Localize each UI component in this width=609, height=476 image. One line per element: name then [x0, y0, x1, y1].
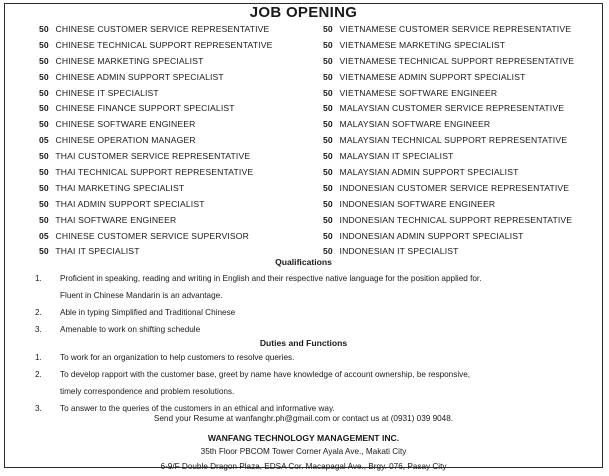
list-item: [35, 366, 595, 400]
position-item: [323, 54, 574, 70]
position-item: [39, 197, 272, 213]
position-title: CHINESE CUSTOMER SERVICE SUPERVISOR: [55, 230, 249, 241]
duties-heading: Duties and Functions: [259, 338, 348, 348]
list-item-line: timely correspondence and problem resolutions.: [60, 387, 235, 396]
position-count: 50: [323, 182, 333, 193]
position-count: 50: [39, 39, 49, 50]
position-count: 50: [39, 103, 49, 114]
position-title: THAI TECHNICAL SUPPORT REPRESENTATIVE: [55, 167, 254, 178]
position-item: [39, 165, 272, 181]
position-title: VIETNAMESE CUSTOMER SERVICE REPRESENTATIVE: [339, 24, 572, 34]
position-count: 50: [323, 246, 333, 257]
list-item-text: [35, 270, 595, 304]
position-title: INDONESIAN CUSTOMER SERVICE REPRESENTATIVE: [339, 182, 570, 193]
position-count: 50: [39, 119, 49, 130]
position-title: THAI MARKETING SPECIALIST: [55, 182, 185, 193]
company-address-2: 6-9/F Double Dragon Plaza, EDSA Cor. Macapagal Ave., Brgy. 076, Pasay City: [160, 462, 447, 471]
position-item: [323, 38, 574, 54]
position-count: 50: [39, 214, 49, 225]
list-item: [35, 304, 595, 321]
position-title: THAI IT SPECIALIST: [55, 246, 140, 257]
position-item: [39, 229, 272, 245]
position-count: 05: [39, 135, 49, 146]
position-item: [39, 149, 272, 165]
list-item-line: Amenable to work on shifting schedule: [60, 325, 201, 334]
position-count: 50: [323, 119, 333, 130]
position-item: [323, 181, 574, 197]
position-count: 50: [323, 167, 333, 178]
company-address-1: 35th Floor PBCOM Tower Corner Ayala Ave., Makati City: [200, 447, 407, 456]
positions-left-column: [39, 22, 272, 260]
position-count: 05: [39, 230, 49, 241]
position-title: VIETNAMESE TECHNICAL SUPPORT REPRESENTATIVE: [339, 55, 575, 66]
position-title: THAI ADMIN SUPPORT SPECIALIST: [55, 198, 205, 209]
list-item-line: To develop rapport with the customer base, greet by name have knowledge of account ownership, be responsive,: [60, 370, 471, 379]
position-item: [323, 22, 574, 38]
position-count: 50: [39, 246, 49, 257]
position-item: [39, 86, 272, 102]
position-title: CHINESE SOFTWARE ENGINEER: [55, 119, 196, 130]
position-title: INDONESIAN IT SPECIALIST: [339, 246, 459, 257]
list-item-text: [35, 349, 595, 366]
position-item: [323, 117, 574, 133]
position-count: 50: [323, 198, 333, 209]
list-item-number: 2.: [35, 308, 42, 317]
position-title: CHINESE ADMIN SUPPORT SPECIALIST: [55, 71, 224, 82]
position-item: [323, 229, 574, 245]
position-count: 50: [39, 198, 49, 209]
list-item: [35, 321, 595, 338]
position-count: 50: [39, 182, 49, 193]
position-item: [323, 213, 574, 229]
list-item-number: 1.: [35, 353, 42, 362]
position-count: 50: [39, 71, 49, 82]
position-title: MALAYSIAN IT SPECIALIST: [339, 151, 454, 162]
list-item-number: 2.: [35, 370, 42, 379]
contact-line: Send your Resume at wanfanghr.ph@gmail.com or contact us at (0931) 039 9048.: [153, 414, 454, 423]
position-item: [323, 133, 574, 149]
job-opening-flyer: [4, 3, 603, 471]
position-count: 50: [323, 230, 333, 241]
list-item-number: 1.: [35, 274, 42, 283]
position-title: MALAYSIAN CUSTOMER SERVICE REPRESENTATIVE: [339, 103, 565, 114]
position-count: 50: [39, 151, 49, 162]
position-item: [323, 86, 574, 102]
position-item: [39, 38, 272, 54]
position-item: [323, 149, 574, 165]
position-title: MALAYSIAN SOFTWARE ENGINEER: [339, 119, 491, 130]
position-title: MALAYSIAN ADMIN SUPPORT SPECIALIST: [339, 167, 519, 178]
position-count: 50: [323, 71, 333, 82]
position-item: [39, 54, 272, 70]
list-item-line: Fluent in Chinese Mandarin is an advantage.: [60, 291, 223, 300]
position-item: [323, 70, 574, 86]
position-title: INDONESIAN TECHNICAL SUPPORT REPRESENTATIVE: [339, 214, 573, 225]
position-title: CHINESE OPERATION MANAGER: [55, 135, 196, 146]
company-name: WANFANG TECHNOLOGY MANAGEMENT INC.: [207, 433, 400, 443]
position-count: 50: [39, 24, 49, 34]
position-title: VIETNAMESE MARKETING SPECIALIST: [339, 39, 506, 50]
position-count: 50: [323, 39, 333, 50]
position-item: [39, 101, 272, 117]
list-item: [35, 349, 595, 366]
qualifications-heading: Qualifications: [275, 257, 332, 267]
list-item-line: To work for an organization to help customers to resolve queries.: [60, 353, 295, 362]
list-item-line: To answer to the queries of the customers in an ethical and informative way.: [60, 404, 335, 413]
position-item: [323, 197, 574, 213]
position-title: CHINESE MARKETING SPECIALIST: [55, 55, 204, 66]
position-title: INDONESIAN SOFTWARE ENGINEER: [339, 198, 496, 209]
list-item-number: 3.: [35, 325, 42, 334]
position-item: [39, 22, 272, 38]
position-item: [39, 181, 272, 197]
position-count: 50: [323, 135, 333, 146]
position-item: [39, 133, 272, 149]
list-item-line: Proficient in speaking, reading and writing in English and their respective native language for the position applied for.: [60, 274, 482, 283]
position-title: MALAYSIAN TECHNICAL SUPPORT REPRESENTATIVE: [339, 135, 568, 146]
position-count: 50: [39, 55, 49, 66]
position-count: 50: [323, 214, 333, 225]
position-item: [323, 165, 574, 181]
position-title: INDONESIAN ADMIN SUPPORT SPECIALIST: [339, 230, 524, 241]
position-title: VIETNAMESE SOFTWARE ENGINEER: [339, 87, 498, 98]
position-title: VIETNAMESE ADMIN SUPPORT SPECIALIST: [339, 71, 526, 82]
position-item: [39, 117, 272, 133]
page-title: JOB OPENING: [249, 4, 358, 21]
position-count: 50: [323, 55, 333, 66]
list-item: [35, 270, 595, 304]
list-item-line: Able in typing Simplified and Traditional Chinese: [60, 308, 236, 317]
position-title: CHINESE IT SPECIALIST: [55, 87, 159, 98]
position-title: CHINESE CUSTOMER SERVICE REPRESENTATIVE: [55, 24, 270, 34]
position-count: 50: [323, 151, 333, 162]
positions-right-column: [323, 22, 574, 260]
position-title: CHINESE TECHNICAL SUPPORT REPRESENTATIVE: [55, 39, 273, 50]
position-title: THAI CUSTOMER SERVICE REPRESENTATIVE: [55, 151, 251, 162]
duties-list: [35, 349, 595, 417]
position-item: [39, 213, 272, 229]
position-item: [39, 70, 272, 86]
position-count: 50: [323, 87, 333, 98]
position-item: [323, 101, 574, 117]
qualifications-list: [35, 270, 595, 338]
list-item-text: [35, 304, 595, 321]
position-count: 50: [39, 87, 49, 98]
list-item-text: [35, 321, 595, 338]
list-item-number: 3.: [35, 404, 42, 413]
position-count: 50: [323, 24, 333, 34]
position-count: 50: [323, 103, 333, 114]
list-item-text: [35, 366, 595, 400]
position-title: THAI SOFTWARE ENGINEER: [55, 214, 177, 225]
position-count: 50: [39, 167, 49, 178]
position-title: CHINESE FINANCE SUPPORT SPECIALIST: [55, 103, 235, 114]
